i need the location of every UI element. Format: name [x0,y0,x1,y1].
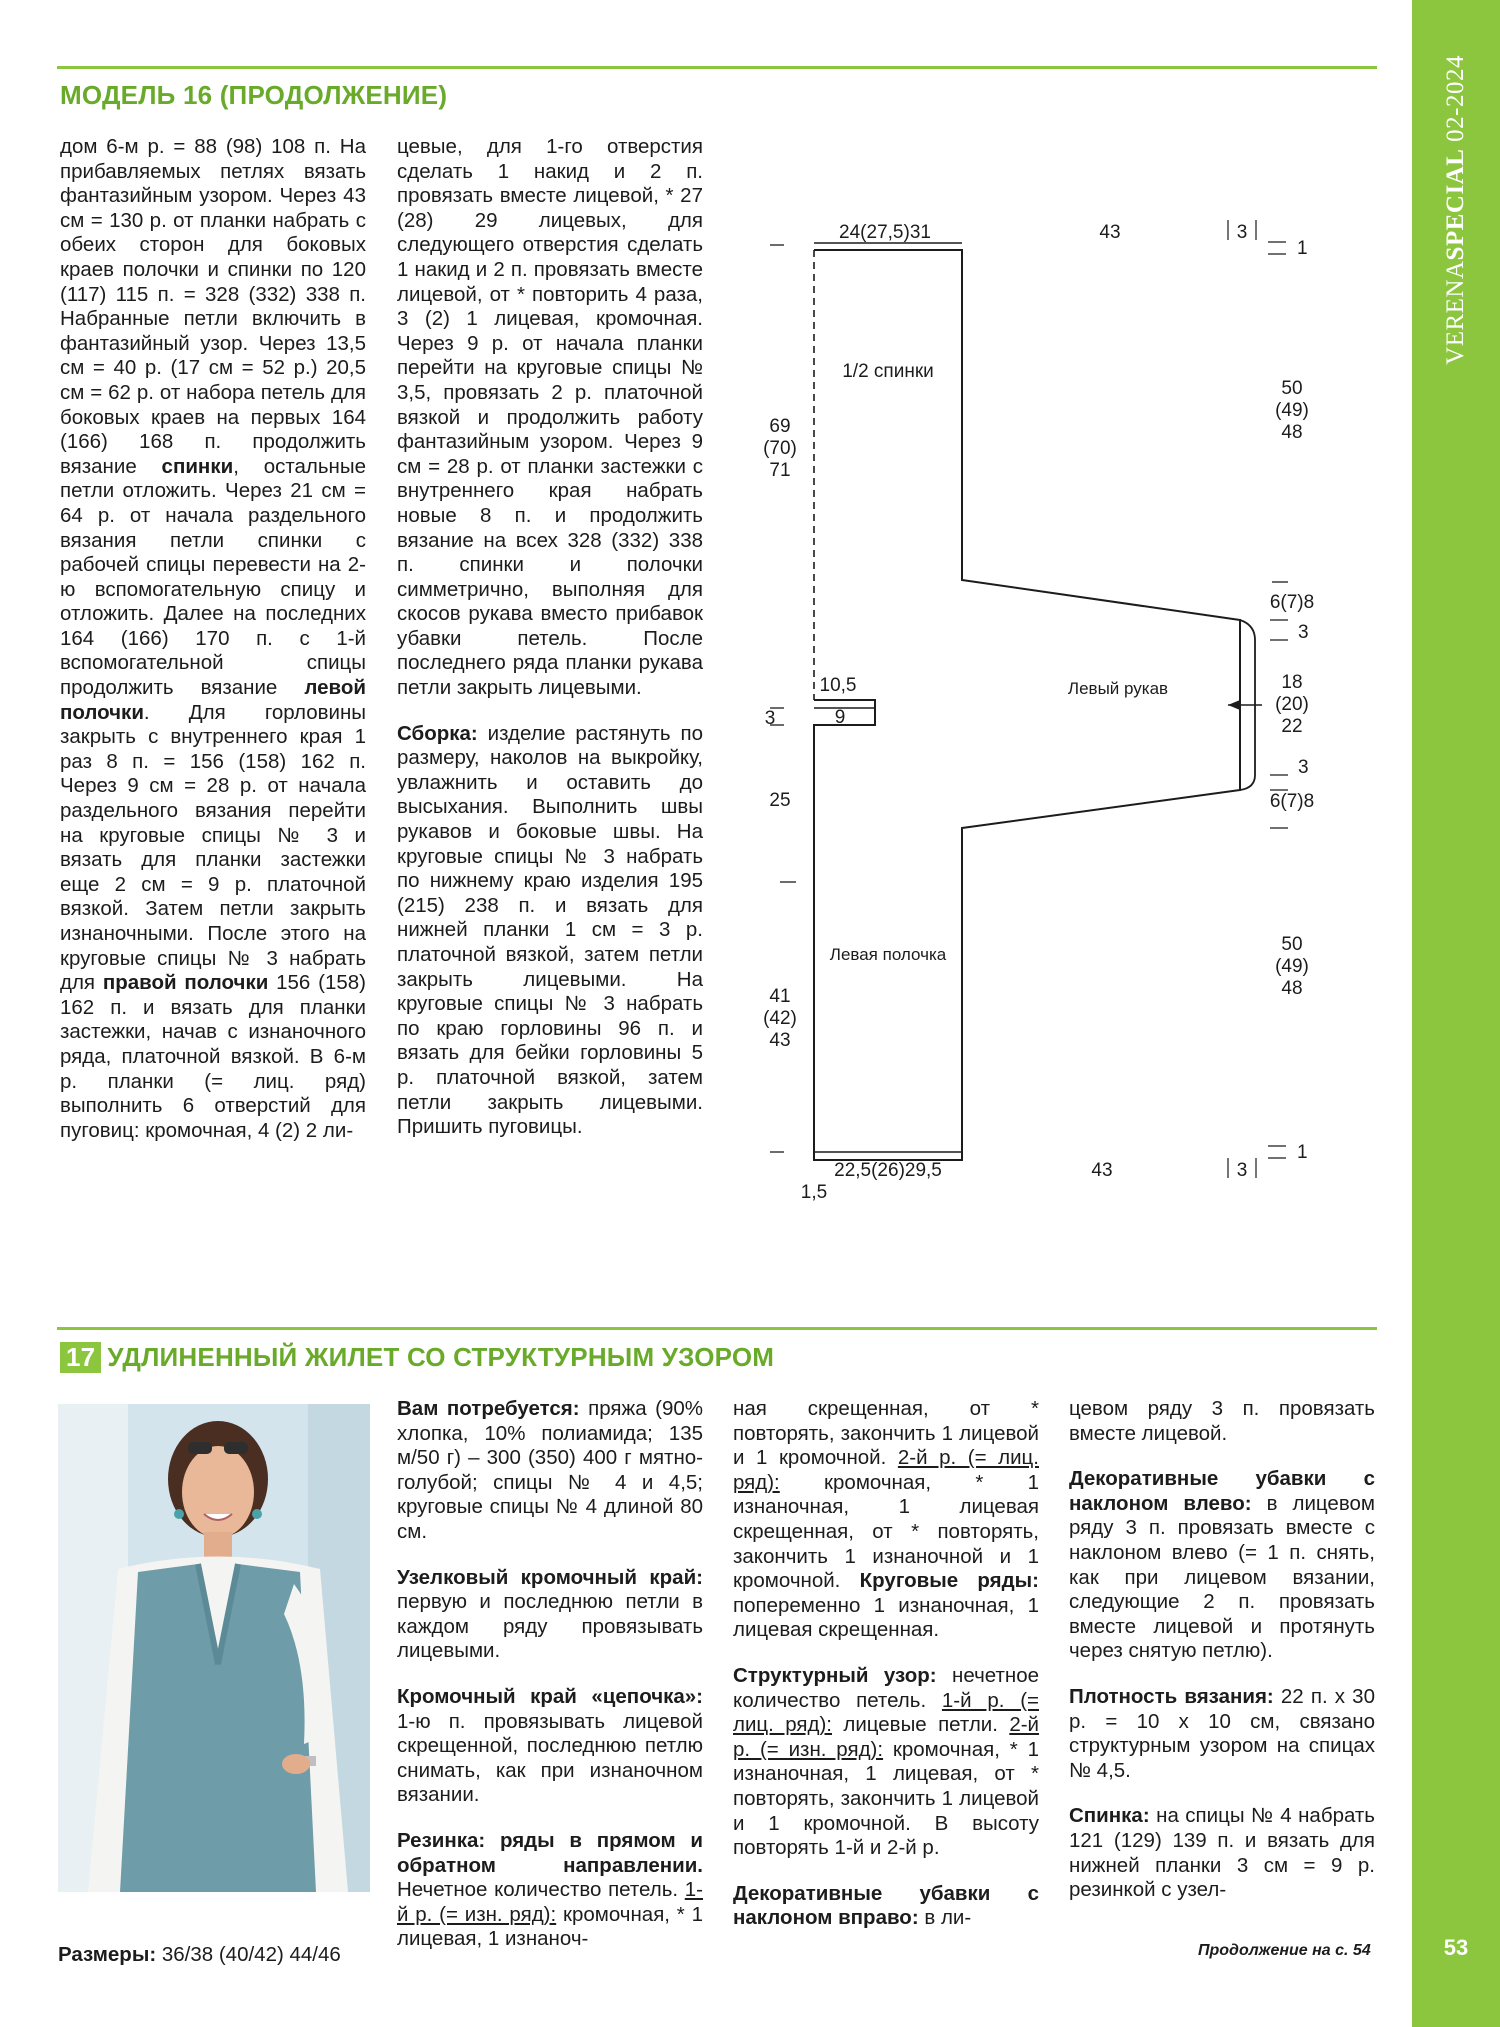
text-run: 156 (158) 162 п. и вязать для планки застежки, начав с изнаночного ряда, платочной вязкой. В 6-м р. планки (= лиц. ряд) выполнить 6 отверстий для пуговиц: кромочная, 4 (2) 2 ли- [60,971,366,1142]
rib-cont-para [733,1397,1039,1643]
schema-placket: 3 [764,708,776,729]
materials-para [397,1397,703,1545]
decrease-right-text: в ли- [918,1906,972,1930]
schema-top-cuff: 3 [1236,222,1248,243]
model17-sizes [58,1943,388,1967]
round-rows-text: попеременно 1 изнаночная, 1 лицевая скрещенная. [733,1593,1039,1642]
schema-neck-width: 10,5 [819,675,857,696]
bold-term-back: спинки [161,454,234,478]
schema-sleeve-label: Левый рукав [1067,679,1169,698]
schema-back-height-2: (70) [763,438,797,459]
issue-number: 02-2024 [1442,55,1469,142]
schema-sleeve-upper-2: (49) [1275,400,1309,421]
schema-bottom-band: 1,5 [800,1182,828,1203]
gauge-text: 22 п. х 30 р. = 10 х 10 см, связано структурным узором на спицах № 4,5. [1069,1684,1375,1782]
schema-arrow-head [1228,700,1240,710]
bold-term-left-front: левой полочки [60,676,366,724]
schema-sleeve-lower-3: 48 [1281,978,1303,999]
model17-title: УДЛИНЕННЫЙ ЖИЛЕТ СО СТРУКТУРНЫМ УЗОРОМ [107,1342,775,1372]
decrease-right-para [733,1882,1039,1931]
model16-col2-assembly [397,722,703,1140]
rib-row2-text: кромочная, * 1 изнаночная, 1 лицевая скрещенная, от * повторять, закончить 1 изнаночной и 1 кромочной. [733,1470,1039,1593]
schema-sleeve-lower-1: 50 [1281,934,1303,955]
structure-pattern-para [733,1664,1039,1861]
model16-column-2 [397,135,703,1140]
rib-text: Нечетное количество петель. [397,1878,685,1902]
model17-column-1 [397,1397,703,1952]
schema-top-sleeve: 43 [1099,222,1121,243]
gauge-para [1069,1685,1375,1783]
schema-front-height-1: 41 [769,986,791,1007]
chain-edge-text: 1-ю п. провязывать лицевой скрещенной, последнюю петлю снимать, как при изнаночном вязании. [397,1709,703,1807]
section-rule-middle [57,1327,1377,1330]
gauge-label: Плотность вязания: [1069,1684,1274,1708]
structure-pattern-label: Структурный узор: [733,1663,937,1687]
round-rows-label: Круговые ряды: [859,1569,1039,1593]
structure-row2-text: кромочная, * 1 изнаночная, 1 лицевая, от * повторять, закончить 1 лицевой и 1 кромочной. В высоту повторять 1-й и 2-й р. [733,1737,1039,1860]
structure-pattern-text: нечетное количество петель. [733,1663,1039,1712]
assembly-text: изделие растянуть по размеру, наколов на выкройку, увлажнить и оставить до высыхания. Выполнить швы рукавов и боковые швы. На круговые спицы № 3 набрать по нижнему краю изделия 195 (215) 238 п. и вязать для нижней планки 1 см = 3 р. платочной вязкой, затем петли закрыть лицевыми. На круговые спицы № 3 набрать по краю горловины 96 п. и вязать для бейки горловины 5 р. платочной вязкой, затем петли закрыть лицевыми. Пришить пуговицы. [397,721,703,1139]
schema-back-label: 1/2 спинки [842,361,934,382]
schema-cuff-width-1: 18 [1281,672,1303,693]
rib-para [397,1829,703,1952]
model17-column-3 [1069,1397,1375,1903]
structure-row1-text: лицевые петли. [831,1713,1010,1737]
chain-edge-para [397,1685,703,1808]
decrease-right-cont: цевом ряду 3 п. провязать вместе лицевой. [1069,1397,1375,1445]
magazine-brand [1412,55,1500,365]
model16-col2-para1: цевые, для 1-го отверстия сделать 1 накид и 2 п. провязать вместе лицевой, * 27 (28) 29 лицевых, для следующего отверстия сделать 1 накид и 2 п. провязать вместе лицевой, от * повторить 4 раза, 3 (2) 1 лицевая, кромочная. Через 9 р. от начала планки перейти на круговые спицы № 3,5, провязать 2 р. платочной вязкой и продолжить работу фантазийным узором. Через 9 см = 28 р. от планки застежки с внутреннего края набрать новые 8 п. и продолжить вязание на всех 328 (332) 338 п. спинки и полочки симметрично, выполняя для скосов рукава вместо прибавок убавки петель. После последнего ряда планки рукава петли закрыть лицевыми. [397,135,703,700]
schema-back-height-1: 69 [769,416,791,437]
schema-cuff-top: 6(7)8 [1269,592,1315,613]
model17-photo [58,1404,370,1892]
schema-bottom-sleeve: 43 [1091,1160,1113,1181]
structure-row2-label: 2-й р. (= изн. ряд): [733,1713,1039,1761]
rib-label: Резинка: ряды в прямом и обратном направлении. [397,1828,703,1877]
brand-verena: VERENA [1442,260,1469,365]
materials-text: пряжа (90% хлопка, 10% полиамида; 135 м/50 г) – 300 (350) 400 г мятно-голубой; спицы № 4 и 4,5; круговые спицы № 4 длиной 80 см. [397,1397,703,1543]
bold-term-right-front: правой полочки [102,971,269,995]
pattern-schema [750,190,1350,1230]
model16-column-1 [60,135,366,1143]
schema-front-height-3: 43 [769,1030,791,1051]
knot-edge-para [397,1566,703,1664]
schema-top-edge: 1 [1297,238,1308,259]
continued-note: Продолжение на с. 54 [1198,1942,1371,1959]
rib-row2-label: 2-й р. (= лиц. ряд): [733,1446,1039,1494]
schema-back-height-3: 71 [769,460,791,481]
text-run: . Для горловины закрыть с внутреннего края 1 раз 8 п. = 156 (158) 162 п. Через 9 см = 28 р. от начала раздельного вязания перейти на круговые спицы № 3 и вязать для планки застежки еще 2 см = 9 р. платочной вязкой. Затем петли закрыть изнаночными. После этого на круговые спицы № 3 набрать для [60,700,366,995]
sizes-label: Размеры: [58,1943,157,1966]
schema-bottom-width: 22,5(26)29,5 [834,1160,942,1181]
model16-title: МОДЕЛЬ 16 (ПРОДОЛЖЕНИЕ) [60,80,448,110]
schema-cuff-band-top: 3 [1298,622,1309,643]
schema-sleeve-upper-3: 48 [1281,422,1303,443]
schema-front-label: Левая полочка [829,945,947,964]
model17-title-row [60,1342,774,1373]
sizes-value: 36/38 (40/42) 44/46 [156,1943,341,1966]
decrease-left-text: в лицевом ряду 3 п. провязать вместе с наклоном влево (= 1 п. снять, как при лицевом вязании, следующие 2 п. провязать вместе лицевой и протянуть через снятую петлю). [1069,1491,1375,1663]
knot-edge-text: первую и последнюю петли в каждом ряду провязывать лицевыми. [397,1590,703,1663]
brand-special: SPECIAL [1442,148,1469,261]
structure-row1-label: 1-й р. (= лиц. ряд): [733,1688,1039,1737]
schema-cuff-width-2: (20) [1275,694,1309,715]
model17-number-badge: 17 [60,1342,101,1373]
knot-edge-label: Узелковый кромочный край: [397,1565,703,1589]
schema-cuff-bottom: 6(7)8 [1269,791,1315,812]
schema-cuff-band-bottom: 3 [1298,757,1309,778]
schema-sleeve-lower-2: (49) [1275,956,1309,977]
back-text: на спицы № 4 набрать 121 (129) 139 п. и вязать для нижней планки 3 см = 9 р. резинкой с узел- [1069,1804,1375,1902]
decrease-left-para [1069,1467,1375,1664]
section-rule-top [57,66,1377,69]
decrease-left-label: Декоративные убавки с наклоном влево: [1069,1467,1375,1515]
chain-edge-label: Кромочный край «цепочка»: [397,1684,703,1708]
schema-outline [814,250,1240,1160]
rib-row1-text: кромочная, * 1 лицевая, 1 изнаноч- [397,1902,703,1951]
text-run: , остальные петли отложить. Через 21 см = 64 р. от начала раздельного вязания петли спинки с рабочей спицы перевести на 2-ю вспомогательную спицу и отложить. Далее на последних 164 (166) 170 п. с 1-й вспомогательной спицы продолжить вязание [60,454,366,700]
schema-bottom-cuff: 3 [1236,1160,1248,1181]
rib-cont-text: ная скрещенная, от * повторять, закончить 1 лицевой и 1 кромочной. [733,1397,1039,1470]
model17-column-2 [733,1397,1039,1931]
schema-front-height-2: (42) [763,1008,797,1029]
schema-neck-depth: 9 [834,707,846,728]
schema-bottom-edge: 1 [1297,1142,1308,1163]
materials-label: Вам потребуется: [397,1397,580,1420]
schema-cuff-width-3: 22 [1281,716,1303,737]
back-para [1069,1804,1375,1902]
schema-sleeve-upper-1: 50 [1281,378,1303,399]
schema-top-width: 24(27,5)31 [839,222,931,243]
decrease-right-label: Декоративные убавки с наклоном вправо: [733,1881,1039,1930]
schema-front-upper: 25 [769,790,791,811]
assembly-label: Сборка: [397,721,478,745]
page-number: 53 [1443,1935,1469,1960]
rib-row1-label: 1-й р. (= изн. ряд): [397,1878,703,1926]
back-label: Спинка: [1069,1804,1150,1828]
model-photo-illustration [58,1404,370,1892]
model16-col1-text [60,135,366,1143]
text-run: дом 6-м р. = 88 (98) 108 п. На прибавляемых петлях вязать фантазийным узором. Через 43 см = 130 р. от планки набрать с обеих сторон для боковых краев полочки и спинки по 120 (117) 115 п. = 328 (332) 338 п. Набранные петли включить в фантазийный узор. Через 13,5 см = 40 р. (17 см = 52 р.) 20,5 см = 62 р. от набора петель для боковых краев на первых 164 (166) 168 п. продолжить вязание [60,135,366,478]
